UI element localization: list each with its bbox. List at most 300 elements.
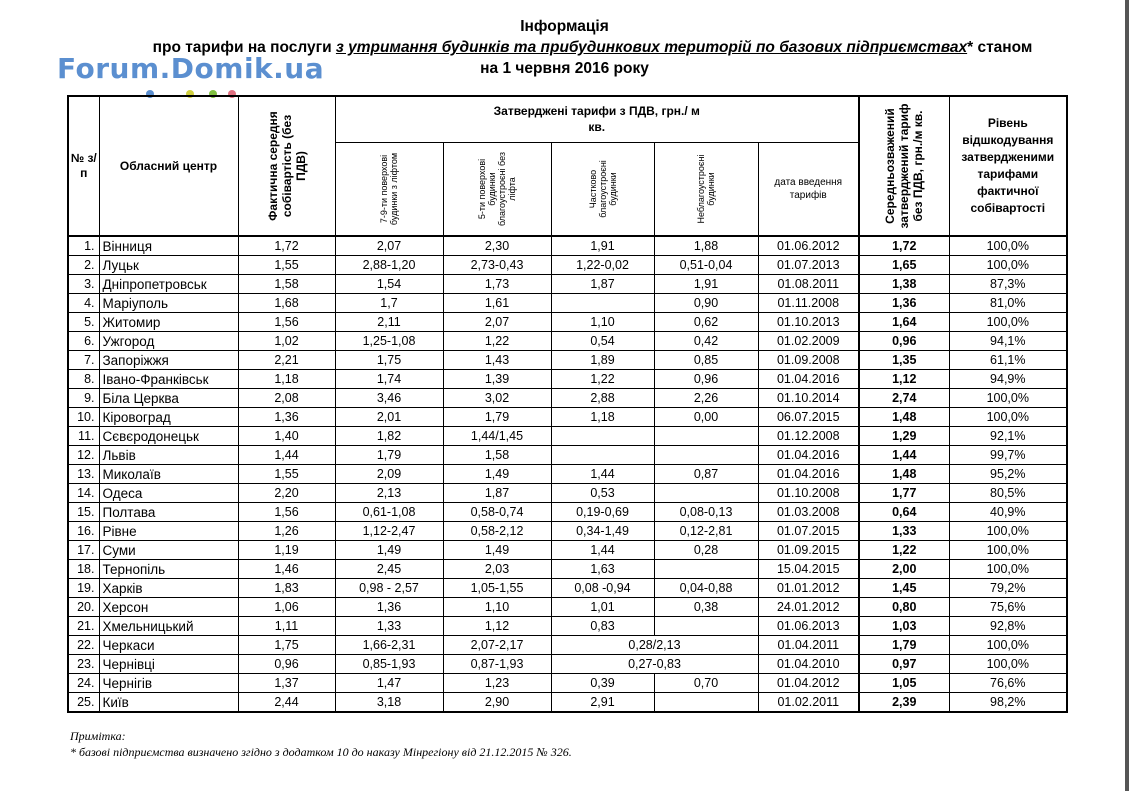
row-tariff-t4: 1,88 [654,236,758,256]
t4-label: Неблагоустроєні будинки [696,154,716,224]
row-tariff-t2: 1,05-1,55 [443,579,551,598]
document-title: Інформація [520,18,609,35]
row-weighted-tariff: 2,39 [859,693,949,713]
row-tariff-t3: 0,39 [551,674,654,693]
row-city: Маріуполь [99,294,238,313]
row-tariff-t4: 0,62 [654,313,758,332]
row-tariff-t4 [654,484,758,503]
table-row [68,636,1067,655]
row-reimbursement: 100,0% [949,560,1067,579]
row-actual-cost: 1,68 [238,294,335,313]
row-date: 01.02.2009 [758,332,859,351]
row-reimbursement: 92,1% [949,427,1067,446]
row-tariff-t2: 1,58 [443,446,551,465]
row-tariff-t1: 1,12-2,47 [335,522,443,541]
table-row [68,484,1067,503]
row-tariff-t1: 2,09 [335,465,443,484]
row-reimbursement: 94,9% [949,370,1067,389]
row-tariff-t4: 2,26 [654,389,758,408]
row-weighted-tariff: 2,74 [859,389,949,408]
col-header-t2 [443,142,551,236]
row-number: 3. [68,275,99,294]
row-city: Миколаїв [99,465,238,484]
row-city: Кіровоград [99,408,238,427]
row-tariff-t4: 0,38 [654,598,758,617]
row-date: 01.02.2011 [758,693,859,713]
page-edge [1125,0,1129,791]
row-tariff-t4: 0,28 [654,541,758,560]
row-tariff-t2: 1,87 [443,484,551,503]
table-row [68,351,1067,370]
row-reimbursement: 81,0% [949,294,1067,313]
row-number: 17. [68,541,99,560]
table-row [68,256,1067,275]
row-tariff-t1: 2,13 [335,484,443,503]
row-tariff-t2: 1,73 [443,275,551,294]
table-body [68,236,1067,712]
row-tariff-t4 [654,427,758,446]
table-row [68,503,1067,522]
row-date: 01.09.2008 [758,351,859,370]
row-tariff-t1: 1,36 [335,598,443,617]
row-tariff-t2: 2,73-0,43 [443,256,551,275]
row-tariff-t1: 1,54 [335,275,443,294]
row-number: 11. [68,427,99,446]
row-tariff-t3: 0,08 -0,94 [551,579,654,598]
weighted-label: Середньозважений затверджений тариф без ПДВ, грн./м кв. [883,103,926,229]
row-weighted-tariff: 1,36 [859,294,949,313]
row-weighted-tariff: 1,77 [859,484,949,503]
row-tariff-t2: 2,07 [443,313,551,332]
row-tariff-t3: 0,83 [551,617,654,636]
table-row [68,693,1067,713]
row-tariff-t1: 2,11 [335,313,443,332]
row-weighted-tariff: 1,22 [859,541,949,560]
row-tariff-t1: 0,61-1,08 [335,503,443,522]
row-city: Чернігів [99,674,238,693]
row-tariff-t1: 1,47 [335,674,443,693]
row-number: 25. [68,693,99,713]
row-number: 4. [68,294,99,313]
row-reimbursement: 76,6% [949,674,1067,693]
row-actual-cost: 1,18 [238,370,335,389]
row-number: 20. [68,598,99,617]
row-tariff-t3: 1,22 [551,370,654,389]
row-weighted-tariff: 1,72 [859,236,949,256]
subtitle-suffix: * станом [967,39,1033,56]
row-date: 15.04.2015 [758,560,859,579]
row-number: 2. [68,256,99,275]
row-weighted-tariff: 1,38 [859,275,949,294]
col-header-t3 [551,142,654,236]
row-weighted-tariff: 2,00 [859,560,949,579]
row-city: Київ [99,693,238,713]
table-row [68,294,1067,313]
row-weighted-tariff: 1,12 [859,370,949,389]
row-tariff-t4: 0,85 [654,351,758,370]
row-tariff-t2: 1,23 [443,674,551,693]
col-header-weighted [859,96,949,236]
table-row [68,655,1067,674]
footnote-text: * базові підприємства визначено згідно з додатком 10 до наказу Мінрегіону від 21.12.2015 № 326. [70,745,572,759]
row-tariff-t4: 0,90 [654,294,758,313]
row-tariff-t2: 0,87-1,93 [443,655,551,674]
table-row [68,465,1067,484]
row-tariff-t4: 1,91 [654,275,758,294]
row-date: 01.08.2011 [758,275,859,294]
row-tariff-t2: 1,39 [443,370,551,389]
row-reimbursement: 80,5% [949,484,1067,503]
row-weighted-tariff: 1,65 [859,256,949,275]
row-tariff-t1: 2,88-1,20 [335,256,443,275]
row-weighted-tariff: 1,45 [859,579,949,598]
row-city: Житомир [99,313,238,332]
row-tariff-t2: 2,07-2,17 [443,636,551,655]
row-tariff-t4: 0,12-2,81 [654,522,758,541]
row-number: 21. [68,617,99,636]
t1-label: 7-9-ти поверхові будинки з ліфтом [379,152,399,225]
row-date: 01.04.2012 [758,674,859,693]
row-city: Біла Церква [99,389,238,408]
col-header-date: дата введення тарифів [758,142,859,236]
col-header-t1 [335,142,443,236]
row-actual-cost: 1,55 [238,465,335,484]
row-reimbursement: 100,0% [949,408,1067,427]
row-tariff-t4 [654,560,758,579]
row-reimbursement: 99,7% [949,446,1067,465]
col-header-num: № з/п [68,96,99,236]
row-reimbursement: 100,0% [949,313,1067,332]
row-tariff-t4 [654,446,758,465]
row-number: 15. [68,503,99,522]
row-tariff-t3: 1,89 [551,351,654,370]
row-date: 06.07.2015 [758,408,859,427]
row-tariff-t2: 1,49 [443,465,551,484]
row-date: 01.03.2008 [758,503,859,522]
row-reimbursement: 100,0% [949,636,1067,655]
row-tariff-t3: 1,22-0,02 [551,256,654,275]
row-tariff-t1: 0,98 - 2,57 [335,579,443,598]
row-actual-cost: 1,02 [238,332,335,351]
row-date: 01.11.2008 [758,294,859,313]
row-actual-cost: 1,36 [238,408,335,427]
row-reimbursement: 87,3% [949,275,1067,294]
table-row [68,408,1067,427]
row-number: 16. [68,522,99,541]
row-reimbursement: 100,0% [949,541,1067,560]
row-reimbursement: 40,9% [949,503,1067,522]
row-number: 1. [68,236,99,256]
row-weighted-tariff: 1,35 [859,351,949,370]
row-date: 01.06.2012 [758,236,859,256]
row-actual-cost: 2,21 [238,351,335,370]
row-date: 01.01.2012 [758,579,859,598]
row-tariff-t2: 0,58-2,12 [443,522,551,541]
table-row [68,560,1067,579]
row-weighted-tariff: 0,97 [859,655,949,674]
row-city: Ужгород [99,332,238,351]
row-city: Івано-Франківськ [99,370,238,389]
watermark-logo: Forum.Domik.ua [57,52,325,85]
row-tariff-t3: 1,18 [551,408,654,427]
row-tariff-t4: 0,96 [654,370,758,389]
row-city: Дніпропетровськ [99,275,238,294]
row-tariff-t4: 0,00 [654,408,758,427]
row-tariff-t3: 1,91 [551,236,654,256]
row-reimbursement: 94,1% [949,332,1067,351]
row-actual-cost: 1,44 [238,446,335,465]
row-actual-cost: 2,08 [238,389,335,408]
row-reimbursement: 100,0% [949,256,1067,275]
row-tariff-t1: 1,75 [335,351,443,370]
row-tariff-t3: 1,44 [551,541,654,560]
row-number: 9. [68,389,99,408]
row-city: Луцьк [99,256,238,275]
row-tariff-t4: 0,08-0,13 [654,503,758,522]
subtitle-italic: з утримання будинків та прибудинкових територій по базових підприємствах [335,39,968,56]
col-header-approved-group: Затверджені тарифи з ПДВ, грн./ м кв. [335,96,859,142]
row-tariff-t1: 1,79 [335,446,443,465]
row-tariff-t2: 1,12 [443,617,551,636]
row-tariff-t2: 2,03 [443,560,551,579]
row-date: 24.01.2012 [758,598,859,617]
row-reimbursement: 100,0% [949,389,1067,408]
row-tariff-merged: 0,28/2,13 [551,636,758,655]
row-weighted-tariff: 0,96 [859,332,949,351]
row-date: 01.04.2016 [758,465,859,484]
row-tariff-t1: 1,7 [335,294,443,313]
row-tariff-t1: 1,74 [335,370,443,389]
row-actual-cost: 1,26 [238,522,335,541]
row-reimbursement: 100,0% [949,522,1067,541]
row-tariff-t3: 1,87 [551,275,654,294]
subtitle-prefix: про тарифи на послуги [152,39,336,56]
table-row [68,617,1067,636]
row-city: Чернівці [99,655,238,674]
row-tariff-t3 [551,427,654,446]
row-date: 01.10.2013 [758,313,859,332]
row-city: Рівне [99,522,238,541]
row-tariff-t1: 3,18 [335,693,443,713]
row-number: 18. [68,560,99,579]
row-tariff-t3: 1,44 [551,465,654,484]
actual-cost-label: Фактична середня собівартість (без ПДВ) [265,111,308,221]
row-number: 19. [68,579,99,598]
row-tariff-t2: 2,90 [443,693,551,713]
row-tariff-t3: 0,53 [551,484,654,503]
table-row [68,446,1067,465]
row-weighted-tariff: 1,48 [859,465,949,484]
row-reimbursement: 100,0% [949,655,1067,674]
row-tariff-t1: 1,66-2,31 [335,636,443,655]
row-tariff-t2: 1,61 [443,294,551,313]
row-tariff-t1: 1,25-1,08 [335,332,443,351]
row-number: 7. [68,351,99,370]
row-tariff-t2: 1,43 [443,351,551,370]
t2-label: 5-ти поверхові будинки благоустроєні без ліфта [477,151,517,226]
row-weighted-tariff: 1,05 [859,674,949,693]
row-city: Одеса [99,484,238,503]
row-number: 13. [68,465,99,484]
row-actual-cost: 1,11 [238,617,335,636]
row-tariff-t3: 0,54 [551,332,654,351]
t3-label: Частково благоустроєні будинки [587,159,618,218]
row-number: 5. [68,313,99,332]
row-tariff-t1: 2,45 [335,560,443,579]
row-tariff-t2: 1,44/1,45 [443,427,551,446]
row-tariff-t4 [654,693,758,713]
row-weighted-tariff: 1,64 [859,313,949,332]
row-reimbursement: 95,2% [949,465,1067,484]
row-reimbursement: 79,2% [949,579,1067,598]
row-tariff-t1: 3,46 [335,389,443,408]
row-number: 14. [68,484,99,503]
row-tariff-t3: 1,10 [551,313,654,332]
row-tariff-t3: 2,88 [551,389,654,408]
row-actual-cost: 1,55 [238,256,335,275]
row-weighted-tariff: 1,29 [859,427,949,446]
row-tariff-t2: 0,58-0,74 [443,503,551,522]
col-header-actual-cost [238,96,335,236]
row-city: Харків [99,579,238,598]
row-city: Полтава [99,503,238,522]
row-number: 10. [68,408,99,427]
footnote [70,728,572,760]
table-row [68,275,1067,294]
row-tariff-t2: 1,49 [443,541,551,560]
row-tariff-t3: 2,91 [551,693,654,713]
row-date: 01.09.2015 [758,541,859,560]
row-tariff-t1: 2,01 [335,408,443,427]
table-row [68,332,1067,351]
row-tariff-t4: 0,04-0,88 [654,579,758,598]
row-actual-cost: 1,40 [238,427,335,446]
row-tariff-t1: 0,85-1,93 [335,655,443,674]
row-number: 8. [68,370,99,389]
row-weighted-tariff: 1,03 [859,617,949,636]
table-row [68,370,1067,389]
row-actual-cost: 1,75 [238,636,335,655]
row-weighted-tariff: 1,44 [859,446,949,465]
row-city: Хмельницький [99,617,238,636]
row-tariff-t3: 1,63 [551,560,654,579]
row-city: Черкаси [99,636,238,655]
col-header-reimbursement: Рівень відшкодування затвердженими тарифами фактичної собівартості [949,96,1067,236]
row-actual-cost: 2,44 [238,693,335,713]
row-date: 01.04.2010 [758,655,859,674]
row-tariff-t3 [551,294,654,313]
table-row [68,541,1067,560]
row-actual-cost: 1,06 [238,598,335,617]
table-row [68,522,1067,541]
row-date: 01.04.2016 [758,446,859,465]
row-actual-cost: 1,19 [238,541,335,560]
row-tariff-t1: 1,49 [335,541,443,560]
row-weighted-tariff: 1,79 [859,636,949,655]
row-city: Сєвєродонецьк [99,427,238,446]
row-date: 01.07.2013 [758,256,859,275]
row-weighted-tariff: 1,33 [859,522,949,541]
row-reimbursement: 61,1% [949,351,1067,370]
row-tariff-t2: 1,79 [443,408,551,427]
table-row [68,674,1067,693]
row-actual-cost: 1,83 [238,579,335,598]
row-actual-cost: 1,37 [238,674,335,693]
row-date: 01.12.2008 [758,427,859,446]
row-reimbursement: 75,6% [949,598,1067,617]
row-tariff-t2: 2,30 [443,236,551,256]
row-city: Львів [99,446,238,465]
row-weighted-tariff: 0,64 [859,503,949,522]
col-header-city: Обласний центр [99,96,238,236]
row-city: Тернопіль [99,560,238,579]
row-actual-cost: 0,96 [238,655,335,674]
row-date: 01.04.2016 [758,370,859,389]
row-city: Вінниця [99,236,238,256]
table-row [68,579,1067,598]
row-tariff-t4: 0,51-0,04 [654,256,758,275]
document-date: на 1 червня 2016 року [480,60,649,77]
row-tariff-t4: 0,87 [654,465,758,484]
row-weighted-tariff: 1,48 [859,408,949,427]
row-actual-cost: 1,46 [238,560,335,579]
table-row [68,598,1067,617]
row-date: 01.06.2013 [758,617,859,636]
row-reimbursement: 100,0% [949,236,1067,256]
row-actual-cost: 2,20 [238,484,335,503]
row-city: Суми [99,541,238,560]
table-row [68,236,1067,256]
table-row [68,427,1067,446]
row-actual-cost: 1,58 [238,275,335,294]
row-city: Херсон [99,598,238,617]
row-number: 12. [68,446,99,465]
row-tariff-t3: 0,34-1,49 [551,522,654,541]
row-reimbursement: 92,8% [949,617,1067,636]
row-date: 01.10.2014 [758,389,859,408]
row-date: 01.10.2008 [758,484,859,503]
row-number: 6. [68,332,99,351]
row-weighted-tariff: 0,80 [859,598,949,617]
tariff-table [67,95,1068,713]
row-tariff-t1: 1,82 [335,427,443,446]
footnote-title: Примітка: [70,729,126,743]
table-row [68,313,1067,332]
row-tariff-t2: 3,02 [443,389,551,408]
row-reimbursement: 98,2% [949,693,1067,713]
row-tariff-t2: 1,10 [443,598,551,617]
row-tariff-t2: 1,22 [443,332,551,351]
row-actual-cost: 1,72 [238,236,335,256]
row-number: 22. [68,636,99,655]
row-tariff-t4: 0,70 [654,674,758,693]
row-tariff-t3: 1,01 [551,598,654,617]
row-tariff-t4: 0,42 [654,332,758,351]
row-tariff-t1: 2,07 [335,236,443,256]
row-tariff-t4 [654,617,758,636]
row-city: Запоріжжя [99,351,238,370]
row-number: 24. [68,674,99,693]
col-header-t4 [654,142,758,236]
row-tariff-t3: 0,19-0,69 [551,503,654,522]
row-actual-cost: 1,56 [238,313,335,332]
row-number: 23. [68,655,99,674]
table-row [68,389,1067,408]
row-tariff-merged: 0,27-0,83 [551,655,758,674]
row-actual-cost: 1,56 [238,503,335,522]
row-date: 01.04.2011 [758,636,859,655]
row-tariff-t3 [551,446,654,465]
